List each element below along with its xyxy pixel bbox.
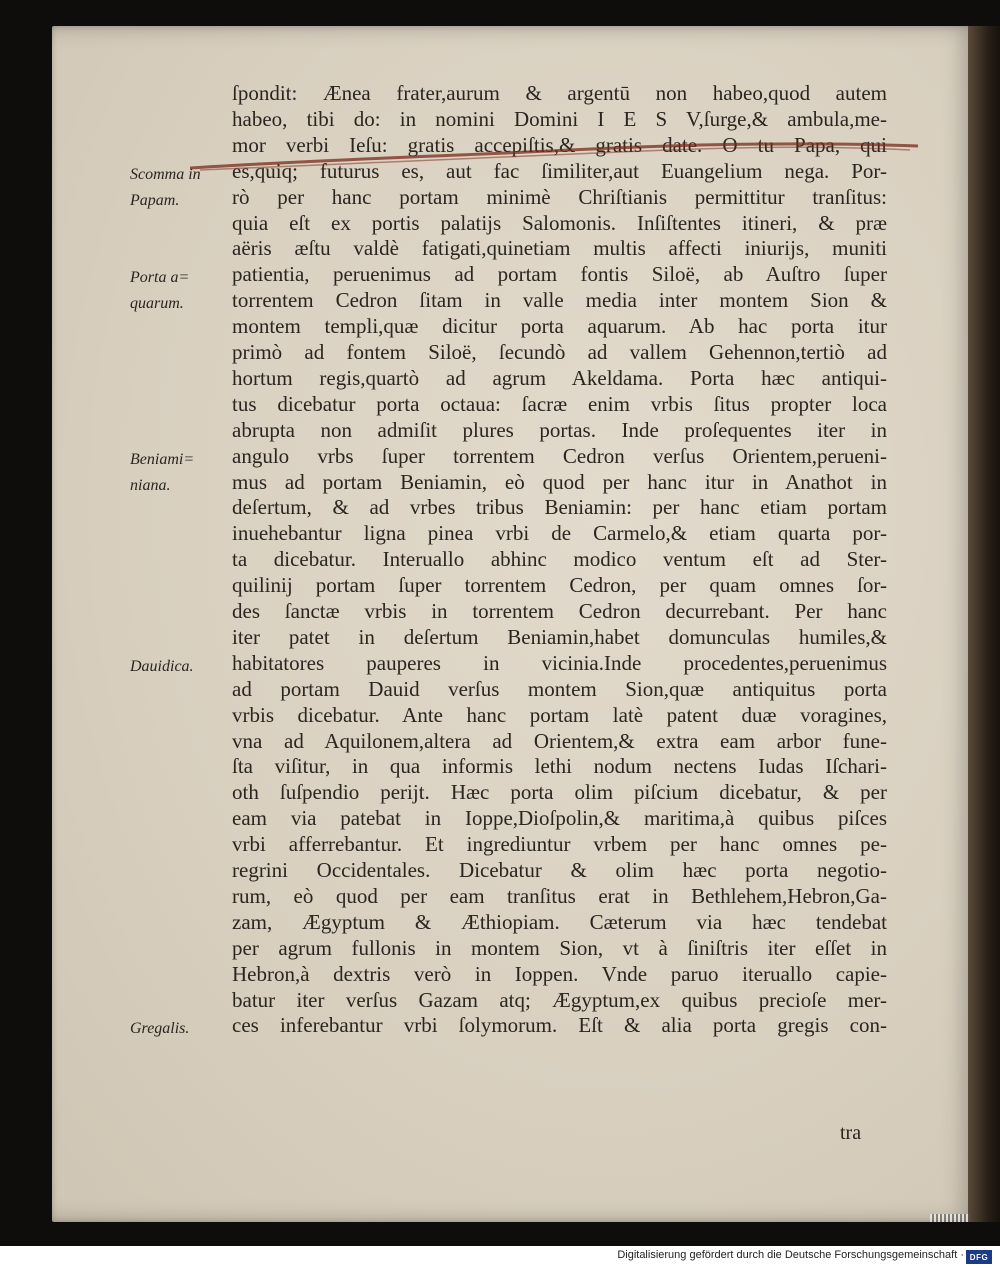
catchword: tra: [840, 1122, 862, 1144]
text-line: quilinij portam ſuper torrentem Cedron, per quam omnes ſor-: [232, 573, 887, 598]
text-line: inuehebantur ligna pinea vrbi de Carmelo,& etiam quarta por-: [232, 521, 887, 546]
text-line: oth ſuſpendio perijt. Hæc porta olim piſcium dicebatur, & per: [232, 780, 887, 805]
text-line: hortum regis,quartò ad agrum Akeldama. Porta hæc antiqui-: [232, 365, 887, 390]
marginal-note: Beniami=: [130, 450, 195, 468]
text-line: rum, eò quod per eam tranſitus erat in Bethlehem,Hebron,Ga-: [232, 883, 887, 908]
text-line: vrbi afferrebantur. Et ingrediuntur vrbem per hanc omnes pe-: [232, 832, 887, 857]
text-line: ſta viſitur, in qua informis lethi nodum nectens Iudas Iſchari-: [232, 754, 887, 779]
page-edge: [930, 1214, 970, 1222]
text-line: vrbis dicebatur. Ante hanc portam latè patent duæ voragines,: [232, 702, 887, 727]
text-line: iter patet in deſertum Beniamin,habet domunculas humiles,&: [232, 624, 887, 649]
text-line: aëris æſtu valdè fatigati,quinetiam multis affecti iniurijs, muniti: [232, 236, 887, 261]
text-line: vna ad Aquilonem,altera ad Orientem,& extra eam arbor fune-: [232, 728, 887, 753]
marginal-note: niana.: [130, 476, 171, 494]
text-line: tus dicebatur porta octaua: ſacræ enim vrbis ſitus propter loca: [232, 391, 887, 416]
text-line: per agrum fullonis in montem Sion, vt à ſiniſtris iter eſſet in: [232, 935, 887, 960]
marginal-note: Porta a=: [130, 269, 190, 287]
text-line: rò per hanc portam minimè Chriſtianis permittitur tranſitus:: [232, 184, 887, 209]
text-line: eam via patebat in Ioppe,Dioſpolin,& maritima,à quibus piſces: [232, 806, 887, 831]
text-line: abrupta non admiſit plures portas. Inde proſequentes iter in: [232, 417, 887, 442]
text-line: regrini Occidentales. Dicebatur & olim hæc porta negotio-: [232, 858, 887, 882]
text-line: batur iter verſus Gazam atq; Ægyptum,ex quibus precioſe mer-: [232, 987, 887, 1012]
text-line: torrentem Cedron ſitam in valle media inter montem Sion &: [232, 288, 887, 313]
text-line: zam, Ægyptum & Æthiopiam. Cæterum via hæc tendebat: [232, 909, 887, 934]
text-line: quia eſt ex portis palatijs Salomonis. Inſiſtentes itineri, & præ: [232, 210, 887, 235]
marginal-note: quarum.: [130, 295, 184, 313]
text-line: des ſanctæ vrbis in torrentem Cedron decurrebant. Per hanc: [232, 599, 887, 623]
text-line: primò ad fontem Siloë, ſecundò ad vallem Gehennon,tertiò ad: [232, 340, 887, 364]
marginal-note: Dauidica.: [130, 657, 194, 675]
text-line: patientia, peruenimus ad portam fontis Siloë, ab Auſtro ſuper: [232, 262, 887, 287]
text-line: habeo, tibi do: in nomini Domini I E S V,ſurge,& ambula,me-: [232, 106, 887, 131]
text-line: ſpondit: Ænea frater,aurum & argentū non habeo,quod autem: [232, 81, 887, 105]
text-line: habitatores pauperes in vicinia.Inde procedentes,peruenimus: [232, 650, 887, 675]
text-line: ta dicebatur. Interuallo abhinc modico ventum eſt ad Ster-: [232, 547, 887, 572]
text-line: mor verbi Ieſu: gratis accepiſtis,& gratis date. O tu Papa, qui: [232, 132, 887, 157]
digitization-credit: Digitalisierung gefördert durch die Deutsche Forschungsgemeinschaft ·: [617, 1249, 964, 1261]
marginal-note: Scomma in: [130, 165, 201, 183]
marginal-note: Papam.: [130, 191, 180, 209]
dfg-logo: DFG: [966, 1250, 992, 1264]
text-line: Hebron,à dextris verò in Ioppen. Vnde paruo iteruallo capie-: [232, 961, 887, 986]
marginal-note: Gregalis.: [130, 1020, 190, 1038]
text-line: ces inferebantur vrbi ſolymorum. Eſt & alia porta gregis con-: [232, 1013, 887, 1038]
text-line: es,quiq; futurus es, aut fac ſimiliter,aut Euangelium nega. Por-: [232, 158, 887, 183]
text-line: ad portam Dauid verſus montem Sion,quæ antiquitus porta: [232, 676, 887, 701]
text-line: angulo vrbs ſuper torrentem Cedron verſus Orientem,perueni-: [232, 443, 887, 468]
text-line: mus ad portam Beniamin, eò quod per hanc itur in Anathot in: [232, 469, 887, 494]
text-line: montem templi,quæ dicitur porta aquarum. Ab hac porta itur: [232, 314, 887, 339]
book-gutter: [968, 26, 1000, 1222]
text-line: deſertum, & ad vrbes tribus Beniamin: per hanc etiam portam: [232, 495, 887, 520]
